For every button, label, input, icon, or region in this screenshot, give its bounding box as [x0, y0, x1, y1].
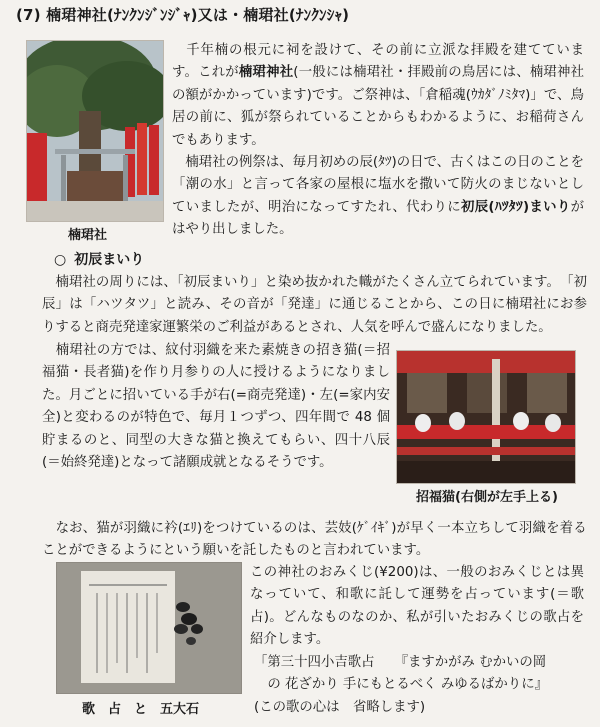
circle-marker-icon: ○ — [54, 252, 67, 268]
maneki-neko-image — [397, 351, 575, 483]
subhead-title: 初辰まいり — [74, 252, 145, 268]
maneki-neko-caption: 招福猫(右側が左手上る) — [416, 490, 558, 505]
omikuji-image — [57, 563, 241, 693]
omikuji-paragraph: この神社のおみくじ(¥200)は、一般のおみくじとは異なっていて、和歌に託して運勢を占っています(＝歌占)。どんなものなのか、私が引いたおみくじの歌占を紹介します。 — [250, 565, 584, 648]
shrine-photo — [26, 40, 164, 222]
poem-line-1: 「第三十四小吉歌占 『ますかがみ むかいの岡 — [254, 655, 547, 670]
maneki-neko-photo — [396, 350, 576, 484]
poem-note: (この歌の心は 省略します) — [254, 700, 426, 715]
hatsutatsu-bold: 初辰(ﾊﾂﾀﾂ)まいり — [460, 199, 571, 215]
shrine-photo-caption: 楠珺社 — [68, 228, 108, 243]
shrine-name-bold: 楠珺神社 — [238, 65, 294, 81]
omikuji-photo — [56, 562, 242, 694]
hatsutatsu-paragraph-1: 楠珺社の周りには、「初辰まいり」と染め抜かれた幟がたくさん立てられています。 「初辰」は「ハツタツ」と読み、その音が「発達」に通じることから、この日に楠珺社にお参りすると商売発達家運繁栄のご利益があるとされ、人気を呼んで盛んになりました。 — [42, 275, 587, 335]
hatsutatsu-paragraph-1b: 楠珺社の方では、紋付羽織を来た素焼きの招き猫(＝招福猫・長者猫)を作り月参りの人に授けるようになりました。月ごとに招いている手が右(=商売発達)・左(=家内安全)と変わるのが特色で、毎月１つずつ、四年間で 48 個貯まるのと、同型の大きな猫と換えてもらい、四十八辰(＝始終発達)となって諸願成就となるそうです。 — [42, 343, 390, 471]
intro-paragraph-2: 楠珺社の例祭は、毎月初めの辰(ﾀﾂ)の日で、古くはこの日のことを「潮の水」と言って各家の屋根に塩水を撒いて防火のまじないとしていましたが、明治になってすたれ、代わりに初辰(ﾊﾂﾀﾂ)まいりがはやり出しました。 — [172, 155, 585, 238]
hatsutatsu-paragraph-2: なお、猫が羽織に衿(ｴﾘ)をつけているのは、芸妓(ｹﾞｲｷﾞ)が早く一本立ちして羽織を着ることができるようにという願いを託したものと言われています。 — [42, 521, 587, 559]
subhead-hatsutatsu — [54, 250, 144, 270]
omikuji-photo-caption: 歌 占 と 五大石 — [82, 702, 200, 717]
intro-paragraph-1: 千年楠の根元に祠を設けて、その前に立派な拝殿を建てています。これが楠珺神社(一般には楠珺社・拝殿前の鳥居には、楠珺神社の額がかかっています)です。ご祭神は、「倉稲魂(ｳｶﾀﾞﾉﾐﾀﾏ)」で、鳥居の前に、狐が祭られていることからもわかるように、お稲荷さんでもあります。 — [172, 43, 584, 148]
poem-line-2: の 花ざかり 手にもとるべく みゆるばかりに』 — [254, 677, 548, 692]
section-heading: (7) 楠珺神社(ﾅﾝｸﾝｼﾞﾝｼﾞｬ)又は・楠珺社(ﾅﾝｸﾝｼｬ) — [16, 6, 350, 24]
shrine-photo-image — [27, 41, 163, 221]
